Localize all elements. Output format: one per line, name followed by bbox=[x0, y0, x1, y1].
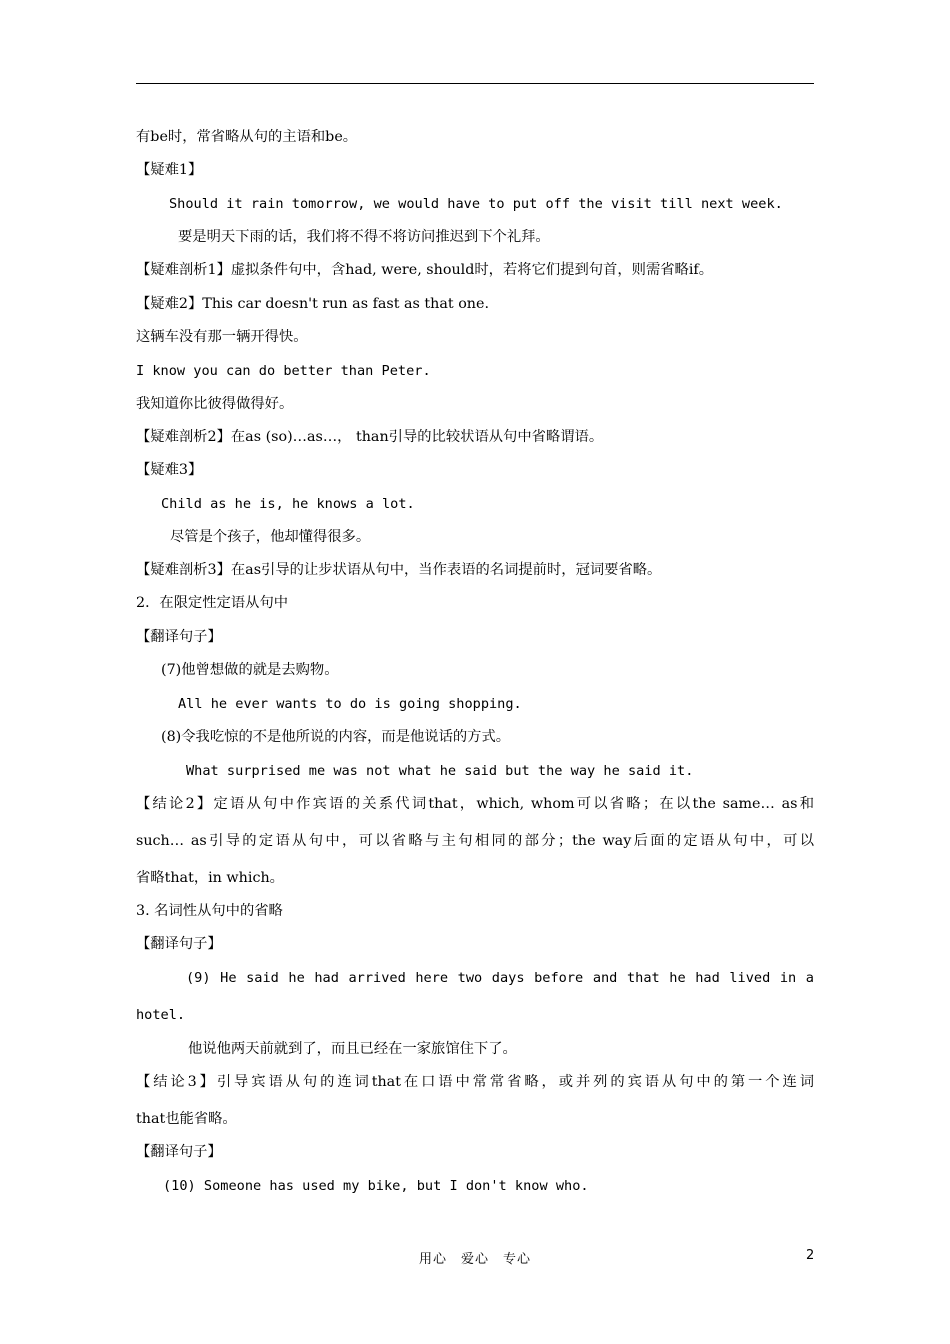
analysis-3: 【疑难剖析3】在as引导的让步状语从句中，当作表语的名词提前时，冠词要省略。 bbox=[136, 562, 662, 578]
label-difficulty-2: 【疑难2】This car doesn't run as fast as that one. bbox=[136, 296, 490, 312]
example-sentence-2: I know you can do better than Peter. bbox=[136, 363, 431, 379]
conclusion-3-line-1: 【结论3】引导宾语从句的连词that在口语中常常省略，或并列的宾语从句中的第一个连词 bbox=[136, 1074, 814, 1090]
translation-4: 尽管是个孩子，他却懂得很多。 bbox=[170, 529, 371, 545]
page-number: 2 bbox=[806, 1248, 815, 1263]
exercise-9-line-2: hotel. bbox=[136, 1007, 186, 1023]
label-translate-2: 【翻译句子】 bbox=[136, 936, 222, 952]
conclusion-2-line-3: 省略that，in which。 bbox=[136, 870, 284, 886]
exercise-8: (8)令我吃惊的不是他所说的内容，而是他说话的方式。 bbox=[161, 729, 511, 745]
text-line-1: 有be时，常省略从句的主语和be。 bbox=[136, 129, 358, 145]
page-footer: 用心 爱心 专心 bbox=[418, 1252, 531, 1267]
label-difficulty-3: 【疑难3】 bbox=[136, 462, 203, 478]
example-sentence-1: Should it rain tomorrow, we would have to put off the visit till next week. bbox=[169, 196, 783, 212]
answer-8: What surprised me was not what he said but the way he said it. bbox=[186, 763, 694, 779]
answer-9: 他说他两天前就到了，而且已经在一家旅馆住下了。 bbox=[188, 1041, 517, 1057]
analysis-2: 【疑难剖析2】在as (so)…as…， than引导的比较状语从句中省略谓语。 bbox=[136, 429, 604, 445]
header-rule bbox=[136, 83, 814, 84]
translation-2: 这辆车没有那一辆开得快。 bbox=[136, 329, 308, 345]
conclusion-2-line-1: 【结论2】定语从句中作宾语的关系代词that，which, whom可以省略；在以the same… as和 bbox=[136, 796, 814, 812]
label-translate-1: 【翻译句子】 bbox=[136, 629, 222, 645]
answer-7: All he ever wants to do is going shopping. bbox=[178, 696, 522, 712]
translation-3: 我知道你比彼得做得好。 bbox=[136, 396, 294, 412]
exercise-7: (7)他曾想做的就是去购物。 bbox=[161, 662, 339, 678]
analysis-1: 【疑难剖析1】虚拟条件句中，含had, were, should时，若将它们提到句首，则需省略if。 bbox=[136, 262, 714, 278]
section-heading-3: 3. 名词性从句中的省略 bbox=[136, 903, 283, 919]
section-heading-2: 2．在限定性定语从句中 bbox=[136, 595, 289, 611]
conclusion-3-line-2: that也能省略。 bbox=[136, 1111, 237, 1127]
conclusion-2-line-2: such… as引导的定语从句中，可以省略与主句相同的部分；the way后面的定语从句中，可以 bbox=[136, 833, 814, 849]
exercise-9-line-1: (9) He said he had arrived here two days before and that he had lived in a bbox=[186, 970, 814, 986]
translation-1: 要是明天下雨的话，我们将不得不将访问推迟到下个礼拜。 bbox=[178, 229, 550, 245]
example-sentence-3: Child as he is, he knows a lot. bbox=[161, 496, 415, 512]
exercise-10: (10) Someone has used my bike, but I don't know who. bbox=[163, 1178, 589, 1194]
label-difficulty-1: 【疑难1】 bbox=[136, 162, 203, 178]
label-translate-3: 【翻译句子】 bbox=[136, 1144, 222, 1160]
